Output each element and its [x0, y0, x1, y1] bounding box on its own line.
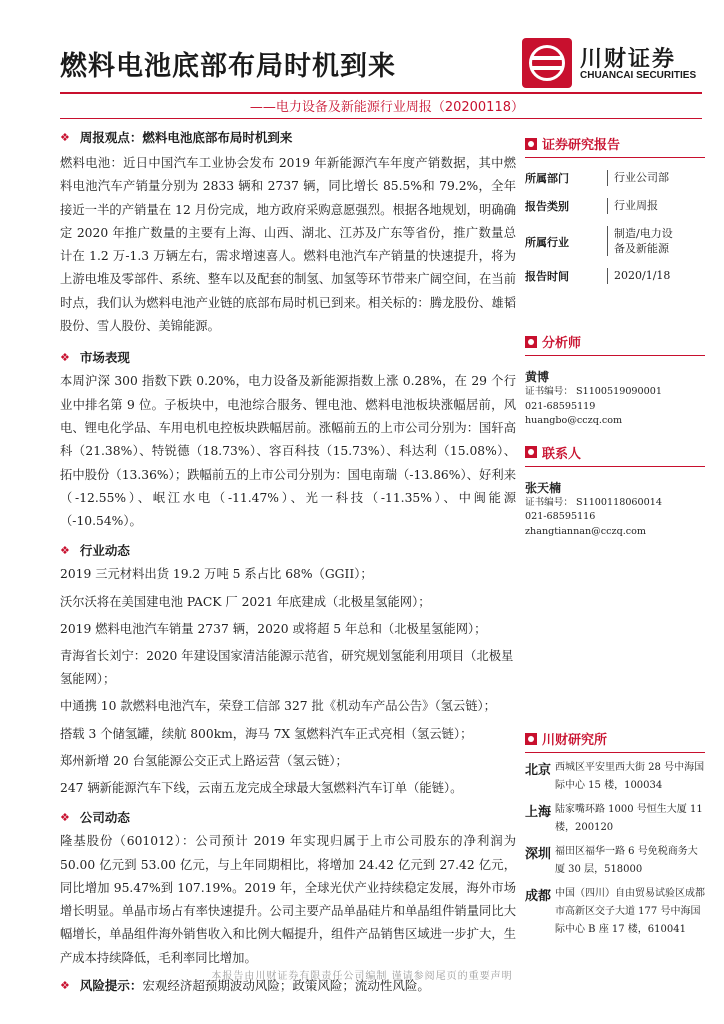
office-shenzhen: 深圳 福田区福华一路 6 号免税商务大厦 30 层，518000: [525, 846, 698, 875]
info-row-department: 所属部门 行业公司部: [525, 171, 669, 185]
diamond-bullet-icon: ❖: [60, 130, 70, 144]
section-heading-industry: ❖ 行业动态: [60, 543, 130, 559]
page-title: 燃料电池底部布局时机到来: [60, 51, 396, 82]
market-paragraph: 本周沪深 300 指数下跌 0.20%，电力设备及新能源指数上涨 0.28%，在 29 个行业中排名第 9 位。子板块中，电池综合服务、锂电池、燃料电池板块涨幅居前，风电、锂电化学品、车用电机电控板块跌幅居前。涨幅前五的上市公司分别为：国轩高科（21.38%）、特锐德（18.73%）、容百科技（15.73%）、科达利（15.08%）、拓中股份（13.36%）；跌幅前五的上市公司分别为：国电南瑞（-13.86%）、好利来（-12.55%）、岷江水电（-11.47%）、光一科技（-11.35%）、中闽能源（-10.54%）。: [60, 374, 516, 529]
sidebar-heading-contact: 联系人: [525, 443, 705, 467]
company-paragraph: 隆基股份（601012）：公司预计 2019 年实现归属于上市公司股东的净利润为 50.00 亿元到 53.00 亿元，与上年同期相比，将增加 24.42 亿元到 27.42 亿元，同比增加 95.47%到 107.19%。2019 年，全球光伏产业持续稳定发展，海外市场增长明显。单晶市场占有率快速提升。公司主要产品单晶硅片和单晶组件销量同比大幅增长，单晶组件海外销售收入和比例大幅提升，组件产品销售区域进一步扩大，生产成本持续降低，毛利率同比增加。: [60, 834, 516, 965]
sidebar-heading-report: 证券研究报告: [525, 134, 705, 158]
weekly-view-paragraph: 燃料电池：近日中国汽车工业协会发布 2019 年新能源汽车年度产销数据，其中燃料电池汽车产销量分别为 2833 辆和 2737 辆，同比增长 85.5%和 79.2%，全年接近一半的产销量在 12 月份完成，地方政府采购意愿强烈。根据各地规划，明确确定 2020 年推广数量的主要有上海、山西、湖北、江苏及广东等省份，推广数量总计在 1.2 万-1.3 万辆左右，需求增速喜人。燃料电池汽车产销量的快速提升，将为上游电堆及零部件、系统、整车以及配套的制氢、加氢等环节带来广阔空间，在当前时点，我们认为燃料电池产业链的底部布局时机已到来。相关标的：腾龙股份、雄韬股份、雪人股份、美锦能源。: [60, 156, 516, 334]
sidebar: [525, 134, 705, 939]
logo-mark-icon: [522, 38, 572, 88]
section-heading-company: ❖ 公司动态: [60, 810, 130, 826]
info-row-category: 报告类别 行业周报: [525, 199, 658, 213]
diamond-bullet-icon: ❖: [60, 978, 70, 992]
list-item: 郑州新增 20 台氢能源公交正式上路运营（氢云链）；: [60, 753, 348, 768]
contact-email[interactable]: zhangtiannan@cczq.com: [525, 525, 647, 537]
section-marker-icon: [525, 336, 537, 348]
section-heading-weekly-view: ❖ 周报观点：燃料电池底部布局时机到来: [60, 130, 293, 145]
list-item: 沃尔沃将在美国建电池 PACK 厂 2021 年底建成（北极星氢能网）；: [60, 594, 431, 609]
logo-name-en: CHUANCAI SECURITIES: [580, 70, 697, 81]
list-item: 搭载 3 个储氢罐，续航 800km，海马 7X 氢燃料汽车正式亮相（氢云链）；: [60, 726, 473, 741]
info-row-industry: 所属行业 制造/电力设备及新能源: [525, 226, 705, 256]
list-item: 中通携 10 款燃料电池汽车，荣登工信部 327 批《机动车产品公告》（氢云链）；: [60, 699, 496, 714]
diamond-bullet-icon: ❖: [60, 543, 70, 557]
contact-name: 张天楠: [525, 480, 562, 495]
info-row-date: 报告时间 2020/1/18: [525, 269, 671, 283]
list-item: 青海省长刘宁：2020 年建设国家清洁能源示范省，研究规划氢能利用项目（北极星氢能网）；: [60, 649, 514, 687]
office-chengdu: 成都 中国（四川）自由贸易试验区成都市高新区交子大道 177 号中海国际中心 B 座 17 楼，610041: [525, 888, 705, 935]
office-shanghai: 上海 陆家嘴环路 1000 号恒生大厦 11 楼，200120: [525, 804, 703, 833]
diamond-bullet-icon: ❖: [60, 350, 70, 364]
contact-cert: 证书编号： S1100118060014: [525, 496, 662, 508]
header-divider: [60, 92, 702, 94]
list-item: 2019 燃料电池汽车销量 2737 辆，2020 或将超 5 年总和（北极星氢能网）；: [60, 621, 487, 636]
page-footer: 本报告由川财证券有限责任公司编制 谨请参阅尾页的重要声明: [211, 971, 513, 982]
sidebar-heading-analyst: 分析师: [525, 332, 705, 356]
industry-news-list: [60, 561, 516, 802]
sidebar-heading-institute: 川财研究所: [525, 729, 705, 753]
analyst-name: 黄博: [525, 370, 550, 384]
list-item: 2019 三元材料出货 19.2 万吨 5 系占比 68%（GGII）；: [60, 567, 373, 582]
logo-name-cn: 川财证券: [580, 47, 677, 72]
analyst-cert: 证书编号： S1100519090001: [525, 386, 662, 397]
risk-text: 宏观经济超预期波动风险；政策风险；流动性风险。: [142, 978, 430, 994]
list-item: 247 辆新能源汽车下线，云南五龙完成全球最大氢燃料汽车订单（能链）。: [60, 781, 463, 796]
office-beijing: 北京 西城区平安里西大街 28 号中海国际中心 15 楼，100034: [525, 762, 705, 791]
analyst-phone: 021-68595119: [525, 400, 596, 412]
page-subtitle: ——电力设备及新能源行业周报（20200118）: [249, 100, 524, 115]
risk-label: 风险提示：: [79, 978, 143, 994]
section-marker-icon: [525, 733, 537, 745]
section-marker-icon: [525, 446, 537, 458]
brand-logo: [522, 38, 702, 88]
subtitle-divider: [60, 118, 702, 119]
section-marker-icon: [525, 138, 537, 150]
diamond-bullet-icon: ❖: [60, 810, 70, 824]
contact-phone: 021-68595116: [525, 511, 596, 522]
main-content: [60, 126, 516, 996]
section-heading-market: ❖ 市场表现: [60, 350, 130, 366]
analyst-email[interactable]: huangbo@cczq.com: [525, 415, 623, 426]
